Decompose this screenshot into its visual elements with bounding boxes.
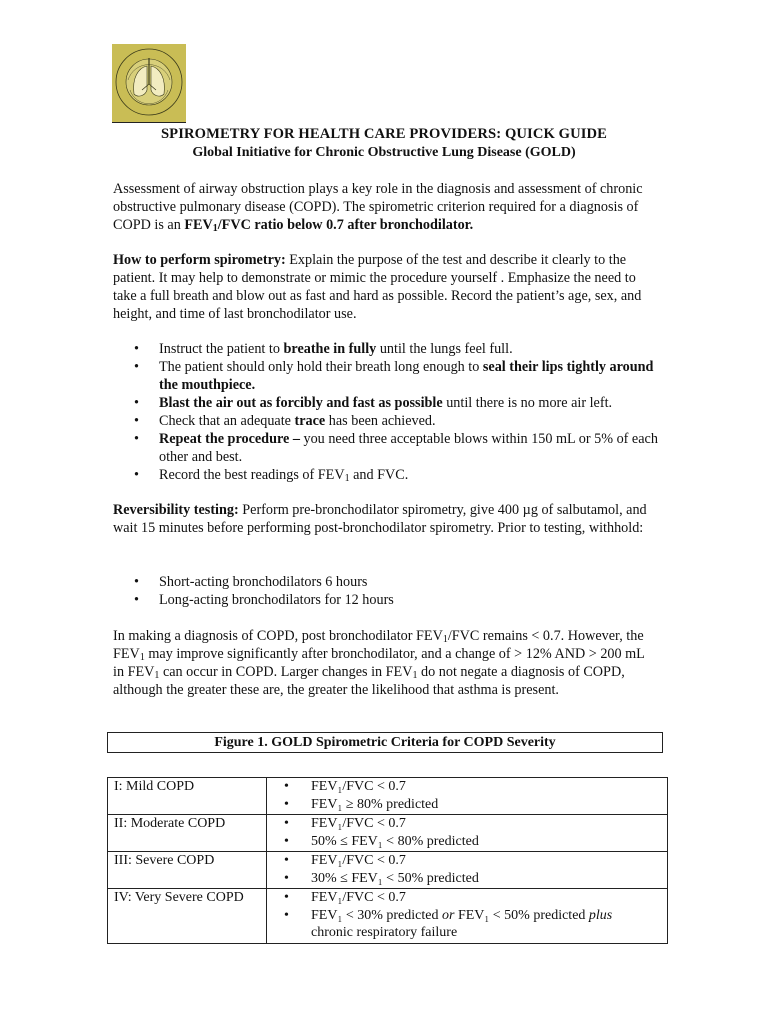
logo-underline <box>112 122 186 123</box>
list-item: • Blast the air out as forcibly and fast as possible until there is no more air left. <box>113 394 658 412</box>
reversibility-paragraph <box>113 501 658 537</box>
intro-paragraph <box>113 180 658 234</box>
list-item: • Check that an adequate trace has been achieved. <box>113 412 658 430</box>
list-item: • FEV₁/FVC < 0.7 <box>273 815 661 833</box>
list-item: • 30% ≤ FEV₁ < 50% predicted <box>273 870 661 888</box>
table-row <box>108 815 668 852</box>
criteria-cell <box>267 852 668 889</box>
list-item: • FEV₁/FVC < 0.7 <box>273 889 661 907</box>
list-item: • Long-acting bronchodilators for 12 hours <box>113 591 658 609</box>
list-item: • The patient should only hold their breath long enough to seal their lips tightly around the mouthpiece. <box>113 358 658 394</box>
list-item: • FEV₁ ≥ 80% predicted <box>273 796 661 814</box>
page-title: SPIROMETRY FOR HEALTH CARE PROVIDERS: QUICK GUIDE <box>160 126 608 142</box>
list-item: • 50% ≤ FEV₁ < 80% predicted <box>273 833 661 851</box>
criteria-cell <box>267 778 668 815</box>
severity-level: I: Mild COPD <box>108 778 267 815</box>
withhold-list <box>113 573 658 609</box>
diagnosis-paragraph: In making a diagnosis of COPD, post bronchodilator $FEV_1$/FVC remains < 0.7. However, the $FEV_1$ may improve significantly after bronchodilator, and a change of > 12% AND > 200 mL in $FEV_1$ can occur in COPD. Larger changes in $FEV_1$ do not negate a diagnosis of COPD, although the greater these are, the greater the likelihood that asthma is present. <box>113 628 645 698</box>
criteria-cell <box>267 815 668 852</box>
severity-level: III: Severe COPD <box>108 852 267 889</box>
intro-criterion: $FEV_1$/FVC ratio below 0.7 after bronchodilator. <box>184 217 474 234</box>
list-item: • FEV₁/FVC < 0.7 <box>273 778 661 796</box>
severity-level: IV: Very Severe COPD <box>108 889 267 944</box>
gold-logo <box>112 44 186 122</box>
list-item: • Instruct the patient to breathe in fully until the lungs feel full. <box>113 340 658 358</box>
how-to-text: Explain the purpose of the test and describe it clearly to the patient. It may help to demonstrate or mimic the procedure yourself . Emphasize the need to take a full breath and blow out as fast and hard as possible. Record the patient’s age, sex, and height, and time of last bronchodilator use. <box>113 252 642 322</box>
criteria-cell <box>267 889 668 944</box>
intro-text: Assessment of airway obstruction plays a key role in the diagnosis and assessment of chronic obstructive pulmonary disease (COPD). The spirometric criterion required for a diagnosis of COPD is an <box>113 181 643 233</box>
reversibility-text: Perform pre-bronchodilator spirometry, give 400 µg of salbutamol, and wait 15 minutes before performing post-bronchodilator spirometry. Prior to testing, withhold: <box>113 502 647 536</box>
page-subtitle: Global Initiative for Chronic Obstructive Lung Disease (GOLD) <box>192 145 576 160</box>
list-item: • Repeat the procedure – you need three acceptable blows within 150 mL or 5% of each other and best. <box>113 430 658 466</box>
table-row <box>108 889 668 944</box>
figure-caption: Figure 1. GOLD Spirometric Criteria for COPD Severity <box>107 732 663 753</box>
reversibility-heading: Reversibility testing: <box>113 502 239 518</box>
how-to-heading: How to perform spirometry: <box>113 252 286 268</box>
table-row <box>108 852 668 889</box>
severity-table <box>107 777 668 944</box>
list-item: • FEV₁ < 30% predicted or FEV₁ < 50% predicted plus chronic respiratory failure <box>273 907 661 942</box>
how-to-paragraph <box>113 251 658 323</box>
severity-level: II: Moderate COPD <box>108 815 267 852</box>
list-item: • FEV₁/FVC < 0.7 <box>273 852 661 870</box>
list-item: • Short-acting bronchodilators 6 hours <box>113 573 658 591</box>
procedure-steps-list <box>113 340 658 484</box>
list-item: • Record the best readings of $FEV_1$ and FVC. <box>113 466 658 484</box>
table-row <box>108 778 668 815</box>
